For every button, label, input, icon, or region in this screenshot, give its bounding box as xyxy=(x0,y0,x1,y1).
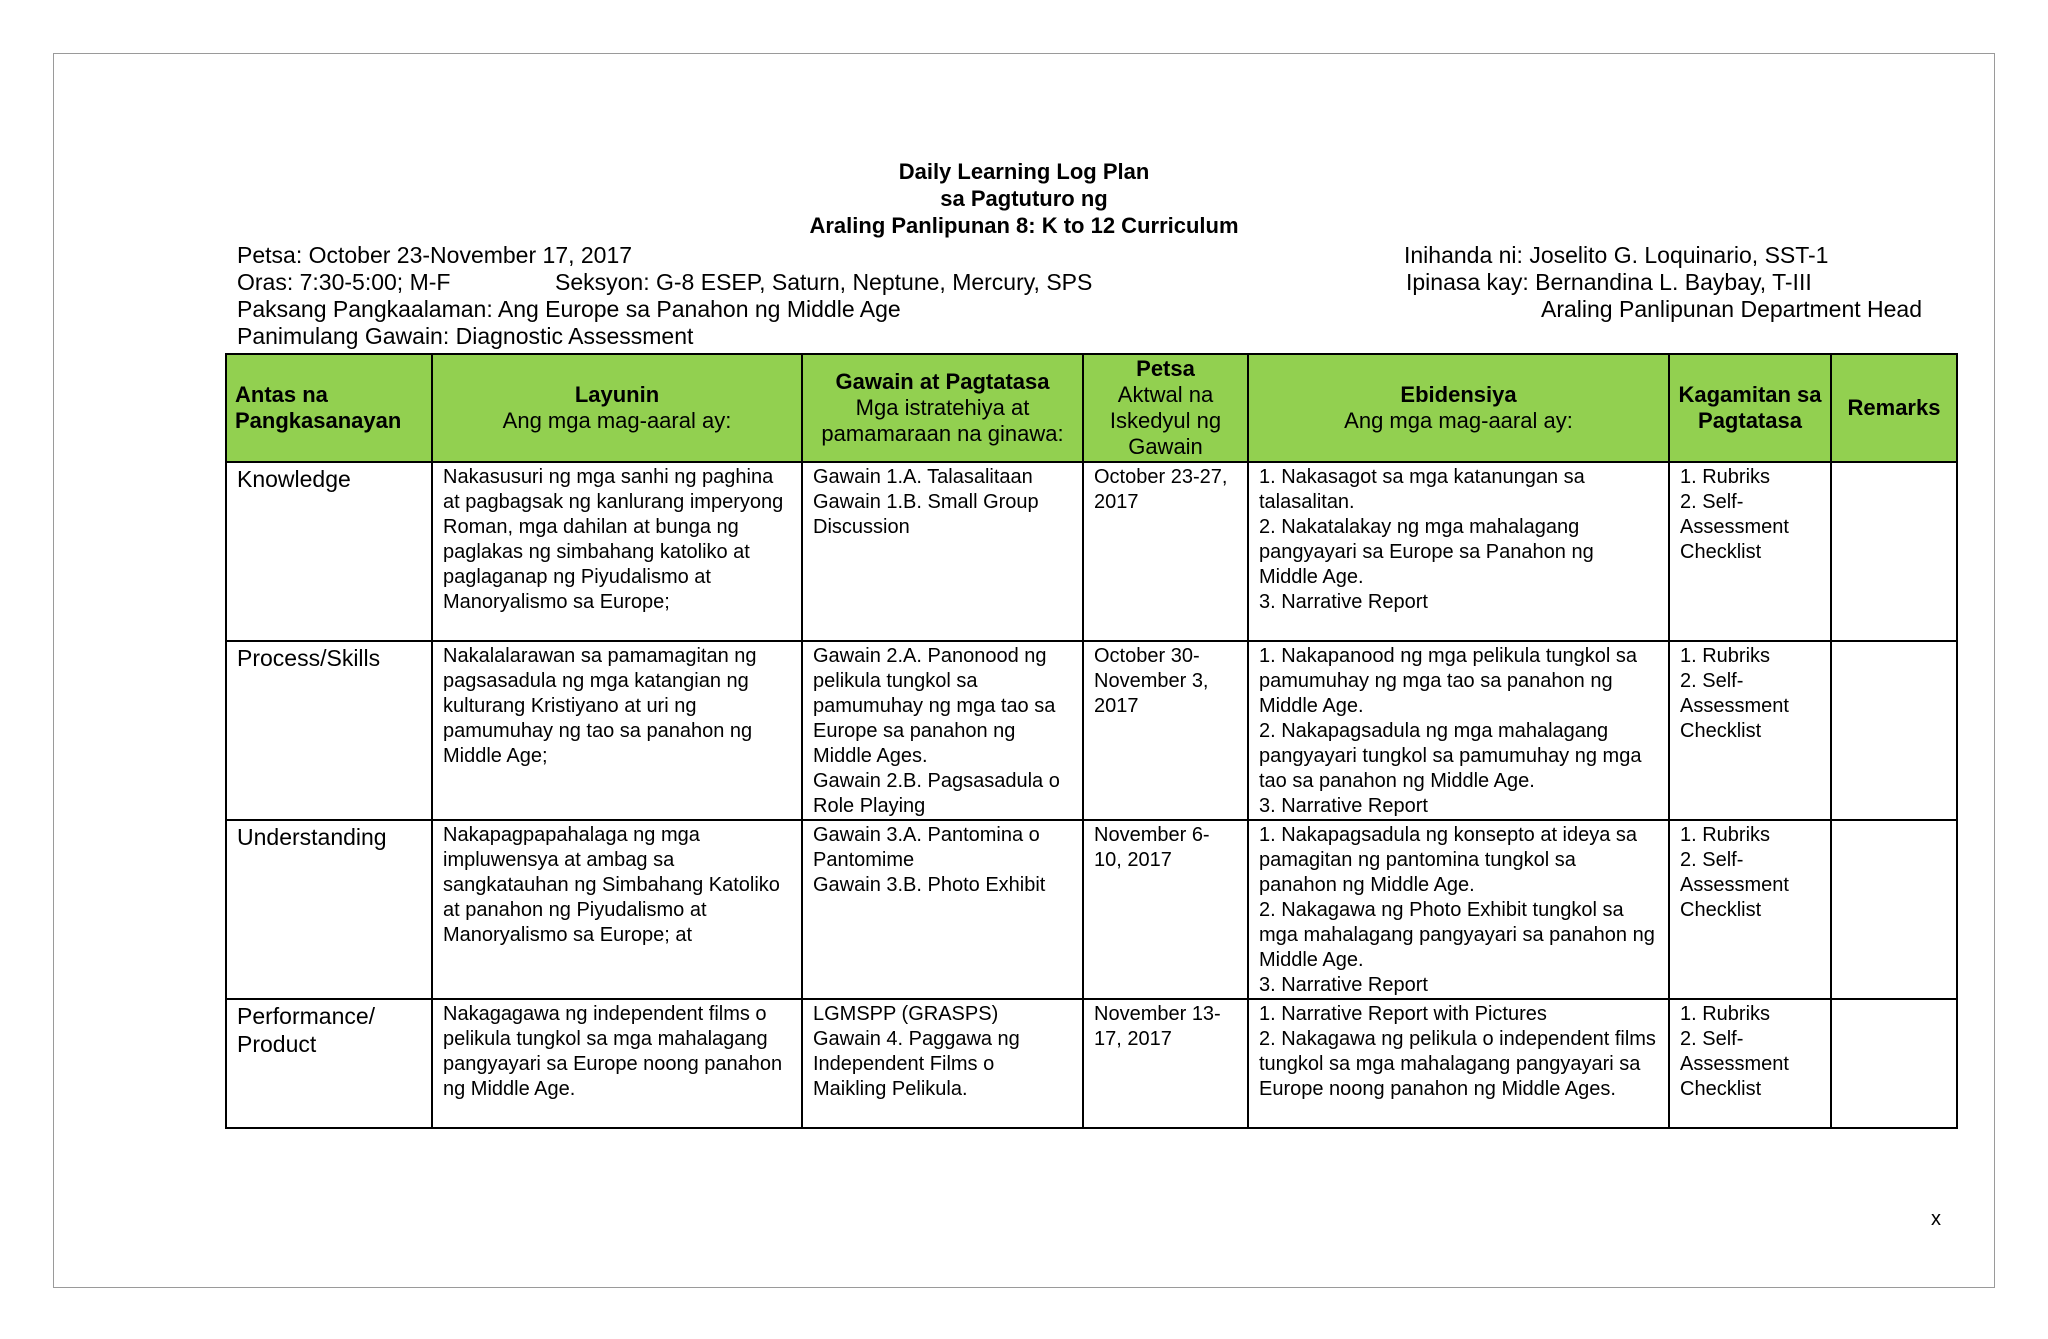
petsa-cell: November 13-17, 2017 xyxy=(1083,999,1248,1128)
header-gawain: Gawain at Pagtatasa Mga istratehiya at pamamaraan na ginawa: xyxy=(802,354,1083,462)
header-kagamitan: Kagamitan sa Pagtatasa xyxy=(1669,354,1831,462)
table-row xyxy=(226,641,1957,820)
layunin-cell: Nakapagpapahalaga ng mga impluwensya at ambag sa sangkatauhan ng Simbahang Katoliko at panahon ng Piyudalismo at Manoryalismo sa Europe; at xyxy=(432,820,802,999)
title-line: Araling Panlipunan 8: K to 12 Curriculum xyxy=(809,213,1239,238)
petsa-text: Petsa: October 23-November 17, 2017 xyxy=(237,242,633,268)
page-mark: x xyxy=(1931,1208,1941,1230)
level-cell: Understanding xyxy=(226,820,432,999)
layunin-cell: Nakalalarawan sa pamamagitan ng pagsasadula ng mga katangian ng kulturang Kristiyano at uri ng pamumuhay ng tao sa panahon ng Middle Age; xyxy=(432,641,802,820)
table-row xyxy=(226,820,1957,999)
title-line: sa Pagtuturo ng xyxy=(940,186,1108,211)
remarks-cell xyxy=(1831,641,1957,820)
learning-log-table xyxy=(225,353,1958,1129)
kagamitan-cell: 1. Rubriks 2. Self-Assessment Checklist xyxy=(1669,820,1831,999)
department-text: Araling Panlipunan Department Head xyxy=(1541,296,1923,322)
petsa-cell: October 30-November 3, 2017 xyxy=(1083,641,1248,820)
title-line: Daily Learning Log Plan xyxy=(898,159,1150,184)
layunin-cell: Nakagagawa ng independent films o pelikula tungkol sa mga mahalagang pangyayari sa Europe noong panahon ng Middle Age. xyxy=(432,999,802,1128)
gawain-cell: Gawain 1.A. Talasalitaan Gawain 1.B. Small Group Discussion xyxy=(802,462,1083,641)
table-row xyxy=(226,462,1957,641)
level-cell: Performance/ Product xyxy=(226,999,432,1128)
ipinasa-text: Ipinasa kay: Bernandina L. Baybay, T-III xyxy=(1406,269,1812,295)
header-ebidensiya: Ebidensiya Ang mga mag-aaral ay: xyxy=(1248,354,1669,462)
ebidensiya-cell: 1. Narrative Report with Pictures 2. Nakagawa ng pelikula o independent films tungkol sa mga mahalagang pangyayari sa Europe noong panahon ng Middle Ages. xyxy=(1248,999,1669,1128)
table-header-row xyxy=(226,354,1957,462)
layunin-cell: Nakasusuri ng mga sanhi ng paghina at pagbagsak ng kanlurang imperyong Roman, mga dahilan at bunga ng paglakas ng simbahang katoliko at paglaganap ng Piyudalismo at Manoryalismo sa Europe; xyxy=(432,462,802,641)
header-layunin: Layunin Ang mga mag-aaral ay: xyxy=(432,354,802,462)
kagamitan-cell: 1. Rubriks 2. Self-Assessment Checklist xyxy=(1669,999,1831,1128)
panimulang-text: Panimulang Gawain: Diagnostic Assessment xyxy=(237,323,694,349)
petsa-cell: October 23-27, 2017 xyxy=(1083,462,1248,641)
seksyon-text: Seksyon: G-8 ESEP, Saturn, Neptune, Mercury, SPS xyxy=(555,269,1093,295)
header-remarks: Remarks xyxy=(1831,354,1957,462)
gawain-cell: Gawain 3.A. Pantomina o Pantomime Gawain 3.B. Photo Exhibit xyxy=(802,820,1083,999)
level-cell: Knowledge xyxy=(226,462,432,641)
petsa-cell: November 6-10, 2017 xyxy=(1083,820,1248,999)
level-cell: Process/Skills xyxy=(226,641,432,820)
ebidensiya-cell: 1. Nakapagsadula ng konsepto at ideya sa pamagitan ng pantomina tungkol sa panahon ng Middle Age. 2. Nakagawa ng Photo Exhibit tungkol sa mga mahalagang pangyayari sa panahon ng Middle Age. 3. Narrative Report xyxy=(1248,820,1669,999)
paksa-text: Paksang Pangkaalaman: Ang Europe sa Panahon ng Middle Age xyxy=(237,296,901,322)
remarks-cell xyxy=(1831,820,1957,999)
kagamitan-cell: 1. Rubriks 2. Self-Assessment Checklist xyxy=(1669,462,1831,641)
remarks-cell xyxy=(1831,462,1957,641)
document-title xyxy=(0,158,2048,239)
oras-text: Oras: 7:30-5:00; M-F xyxy=(237,269,451,295)
inihanda-text: Inihanda ni: Joselito G. Loquinario, SST-1 xyxy=(1404,242,1829,268)
ebidensiya-cell: 1. Nakapanood ng mga pelikula tungkol sa pamumuhay ng mga tao sa panahon ng Middle Age. 2. Nakapagsadula ng mga mahalagang pangyayari tungkol sa pamumuhay ng mga tao sa panahon ng Middle Age. 3. Narrative Report xyxy=(1248,641,1669,820)
gawain-cell: LGMSPP (GRASPS) Gawain 4. Paggawa ng Independent Films o Maikling Pelikula. xyxy=(802,999,1083,1128)
kagamitan-cell: 1. Rubriks 2. Self-Assessment Checklist xyxy=(1669,641,1831,820)
header-petsa: Petsa Aktwal na Iskedyul ng Gawain xyxy=(1083,354,1248,462)
remarks-cell xyxy=(1831,999,1957,1128)
header-antas: Antas na Pangkasanayan xyxy=(226,354,432,462)
ebidensiya-cell: 1. Nakasagot sa mga katanungan sa talasalitan. 2. Nakatalakay ng mga mahalagang pangyayari sa Europe sa Panahon ng Middle Age. 3. Narrative Report xyxy=(1248,462,1669,641)
table-row xyxy=(226,999,1957,1128)
gawain-cell: Gawain 2.A. Panonood ng pelikula tungkol sa pamumuhay ng mga tao sa Europe sa panahon ng Middle Ages. Gawain 2.B. Pagsasadula o Role Playing xyxy=(802,641,1083,820)
